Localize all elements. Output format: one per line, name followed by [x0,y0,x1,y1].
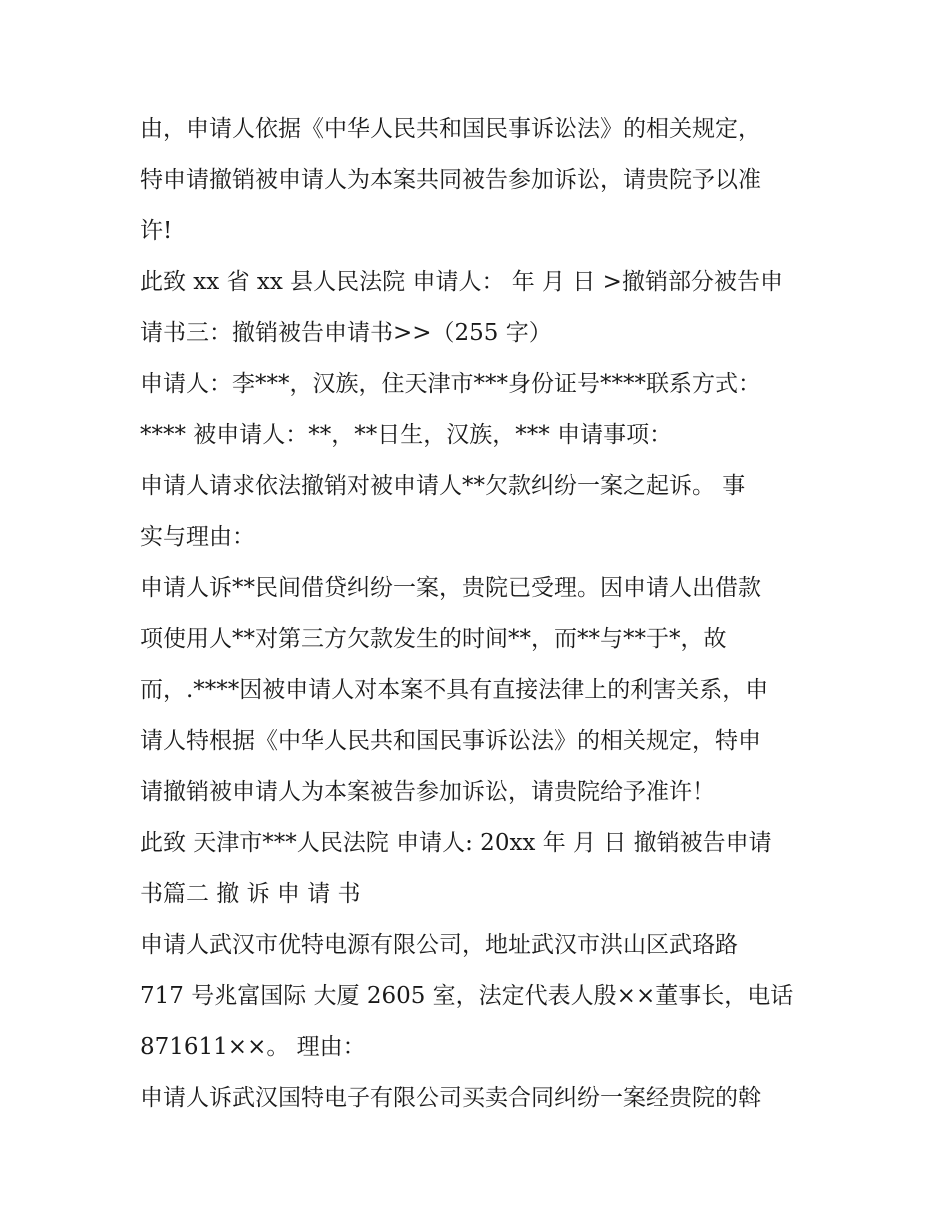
text-line: 特申请撤销被申请人为本案共同被告参加诉讼，请贵院予以准 [140,167,761,193]
text-line: **** 被申请人：**，**日生，汉族，*** 申请事项： [140,422,673,448]
text-line: 许! [140,218,173,244]
text-line: 请撤销被申请人为本案被告参加诉讼，请贵院给予准许！ [140,779,715,805]
text-line: 请人特根据《中华人民共和国民事诉讼法》的相关规定，特申 [140,728,761,754]
text-line: 申请人诉武汉国特电子有限公司买卖合同纠纷一案经贵院的斡 [140,1085,761,1111]
text-line: 书篇二 撤 诉 申 请 书 [140,881,361,907]
text-line: 申请人武汉市优特电源有限公司，地址武汉市洪山区武珞路 [140,932,738,958]
text-line: 申请人诉**民间借贷纠纷一案，贵院已受理。因申请人出借款 [140,575,761,601]
text-line: 请书三：撤销被告申请书>>（255 字） [140,320,552,346]
document-body [140,104,820,1124]
text-line: 由，申请人依据《中华人民共和国民事诉讼法》的相关规定， [140,116,761,142]
text-line: 实与理由： [140,524,255,550]
text-line: 871611××。 理由： [140,1034,366,1060]
text-line: 申请人：李***，汉族，住天津市***身份证号****联系方式： [140,371,761,397]
text-line: 此致 天津市***人民法院 申请人: 20xx 年 月 日 撤销被告申请 [140,830,772,856]
text-line: 而，.****因被申请人对本案不具有直接法律上的利害关系，申 [140,677,769,703]
text-line: 717 号兆富国际 大厦 2605 室，法定代表人殷××董事长，电话 [140,983,794,1009]
text-line: 申请人请求依法撤销对被申请人**欠款纠纷一案之起诉。 事 [140,473,746,499]
text-line: 项使用人**对第三方欠款发生的时间**，而**与**于*，故 [140,626,727,652]
text-line: 此致 xx 省 xx 县人民法院 申请人： 年 月 日 >撤销部分被告申 [140,269,783,295]
